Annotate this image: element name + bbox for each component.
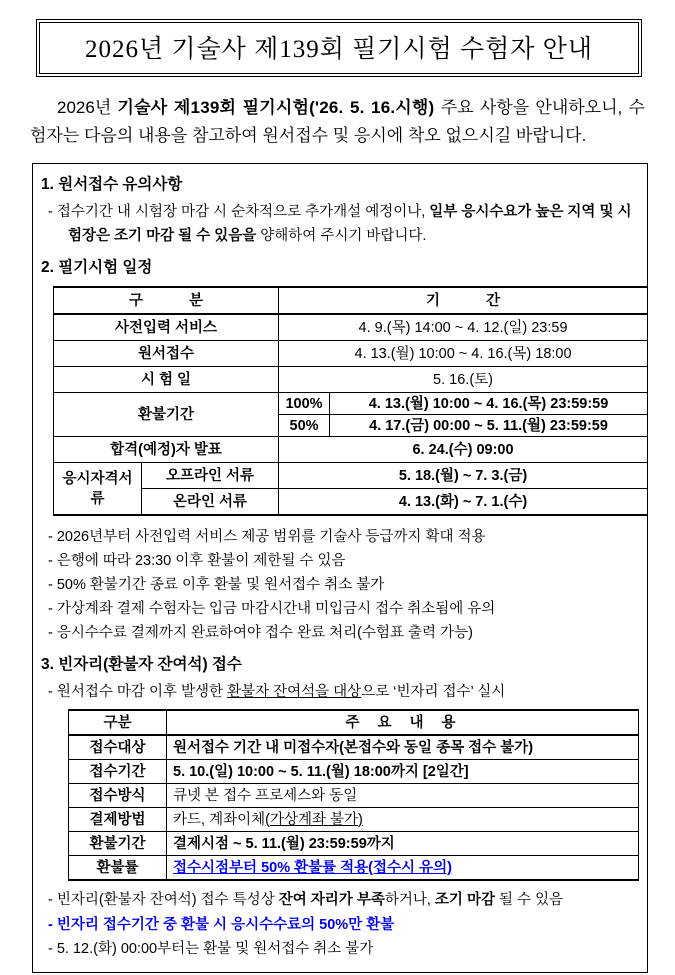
note-item [41,889,638,913]
note-text: 될 수 있음 [494,892,564,908]
note-text: 양해하여 주시기 바랍니다. [256,228,427,244]
header-cell-category: 구분 [69,710,167,735]
row-label: 시 험 일 [54,367,279,393]
row-value: 5. 16.(토) [279,367,648,393]
section-3-note [41,680,638,704]
row-value: 큐넷 본 접수 프로세스와 동일 [167,784,639,808]
row-value: 4. 13.(화) ~ 7. 1.(수) [279,489,648,516]
note-item: - 은행에 따라 23:30 이후 환불이 제한될 수 있음 [48,553,346,569]
refund-rate: 50% [279,415,330,437]
payment-main: 카드, 계좌이체 [173,811,266,828]
table-row-refund-period [69,832,639,856]
section-2-heading: 2. 필기시험 일정 [41,259,153,276]
intro-post: 주요 사항을 안내하오니, 수험자는 다음의 내용을 참고하여 원서접수 및 응시에 착오 없으시길 바랍니다. [30,98,645,145]
row-label: 사전입력 서비스 [54,314,279,341]
content-box [32,163,648,973]
table-row-method [69,784,639,808]
row-value [167,808,639,832]
row-value: 6. 24.(수) 09:00 [279,437,648,463]
row-label: 접수기간 [69,760,167,784]
row-label: 환불기간 [69,832,167,856]
intro-paragraph [30,94,645,150]
table-header-row [54,287,648,314]
note-text: - 원서접수 마감 이후 발생한 [48,684,228,700]
exam-schedule-table [53,286,648,516]
schedule-notes [41,526,638,645]
table-row-exam-day [54,367,648,393]
note-bold: 조기 마감 [434,892,495,908]
note-underline: 환불자 잔여석을 대상 [227,684,362,700]
note-item-highlight: - 빈자리 접수기간 중 환불 시 응시수수료의 50%만 환불 [48,916,395,933]
table-row-offline-docs [54,463,648,489]
table-row-pass-announce [54,437,648,463]
vacancy-table [68,709,639,881]
header-cell-category: 구 분 [54,287,279,314]
table-row-pre-entry [54,314,648,341]
table-row-refund-100 [54,393,648,415]
row-label: 접수대상 [69,735,167,760]
note-item: - 2026년부터 사전입력 서비스 제공 범위를 기술사 등급까지 확대 적용 [48,529,486,545]
title-box [36,19,642,77]
note-text: 하거나, [384,892,435,908]
row-label: 원서접수 [54,341,279,367]
note-text: 으로 ‘빈자리 접수’ 실시 [361,684,506,700]
intro-pre: 2026년 [57,98,118,117]
note-item: - 50% 환불기간 종료 이후 환불 및 원서접수 취소 불가 [48,577,385,593]
header-cell-period: 기 간 [279,287,648,314]
row-value: 4. 13.(월) 10:00 ~ 4. 16.(목) 18:00 [279,341,648,367]
row-value: 원서접수 기간 내 미접수자(본접수와 동일 종목 접수 불가) [167,735,639,760]
table-row-online-docs [54,489,648,516]
row-value-highlight: 접수시점부터 50% 환불률 적용(접수시 유의) [167,856,639,881]
table-header-row [69,710,639,735]
document [0,19,675,973]
row-label: 환불기간 [54,393,279,437]
row-label: 합격(예정)자 발표 [54,437,279,463]
bottom-notes [41,889,638,962]
table-row-period [69,760,639,784]
note-item: - 응시수수료 결제까지 완료하여야 접수 완료 처리(수험표 출력 가능) [48,625,473,641]
note-item: - 가상계좌 결제 수험자는 입금 마감시간내 미입금시 접수 취소됨에 유의 [48,601,496,617]
table-row-application [54,341,648,367]
note-item: - 5. 12.(화) 00:00부터는 환불 및 원서접수 취소 불가 [48,941,374,957]
table-row-payment [69,808,639,832]
header-cell-content: 주 요 내 용 [167,710,639,735]
row-value: 결제시점 ~ 5. 11.(월) 23:59:59까지 [167,832,639,856]
row-value: 4. 17.(금) 00:00 ~ 5. 11.(월) 23:59:59 [330,415,648,437]
table-row-target [69,735,639,760]
row-value: 5. 10.(일) 10:00 ~ 5. 11.(월) 18:00까지 [2일간] [167,760,639,784]
doc-type: 온라인 서류 [142,489,279,516]
table-row-refund-rate [69,856,639,881]
note-text: - 빈자리(환불자 잔여석) 접수 특성상 [48,892,279,908]
note-bold: 일부 응시수요가 높은 지역 및 시험장은 조기 마감 될 수 있음을 [68,204,632,244]
note-text: - 접수기간 내 시험장 마감 시 순차적으로 추가개설 예정이나, [48,204,430,220]
payment-underline: (가상계좌 불가) [265,811,363,828]
row-value: 4. 13.(월) 10:00 ~ 4. 16.(목) 23:59:59 [330,393,648,415]
refund-rate: 100% [279,393,330,415]
row-label: 응시자격서류 [54,463,142,516]
section-3-heading: 3. 빈자리(환불자 잔여석) 접수 [41,656,242,673]
section-1-heading: 1. 원서접수 유의사항 [41,176,183,193]
row-label: 접수방식 [69,784,167,808]
section-1-note [41,200,638,248]
intro-bold: 기술사 제139회 필기시험('26. 5. 16.시행) [117,98,435,117]
page-title: 2026년 기술사 제139회 필기시험 수험자 안내 [39,22,639,74]
row-value: 4. 9.(목) 14:00 ~ 4. 12.(일) 23:59 [279,314,648,341]
note-bold: 잔여 자리가 부족 [278,892,385,908]
row-value: 5. 18.(월) ~ 7. 3.(금) [279,463,648,489]
row-label: 결제방법 [69,808,167,832]
doc-type: 오프라인 서류 [142,463,279,489]
row-label: 환불률 [69,856,167,881]
